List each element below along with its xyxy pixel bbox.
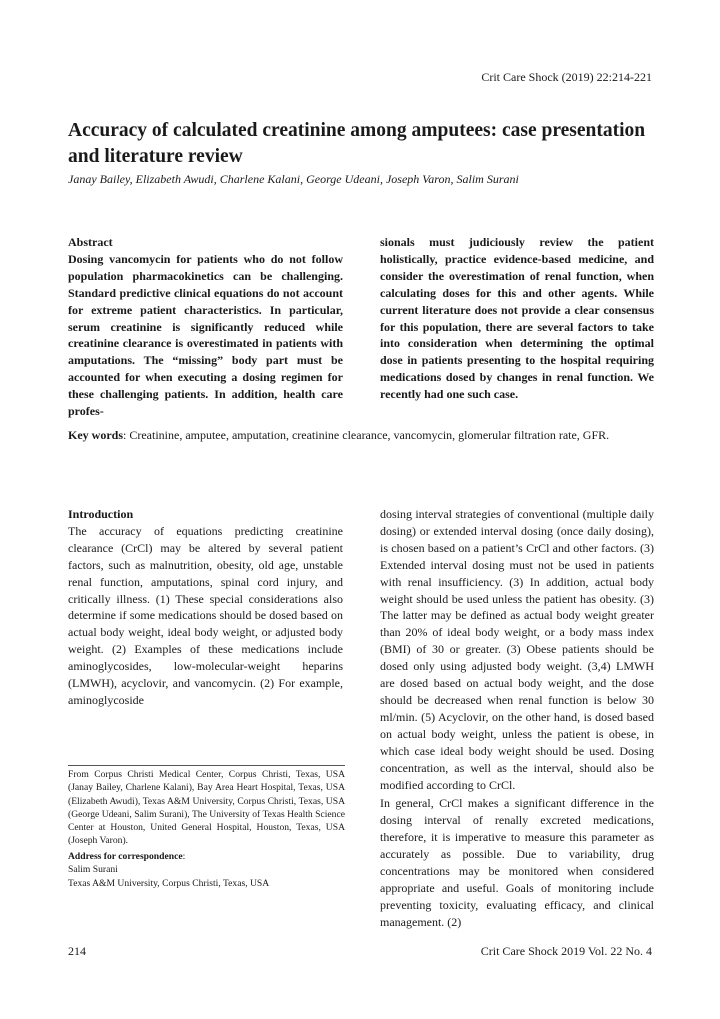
abstract-text-left: Dosing vancomycin for patients who do not follow population pharmacokinetics can be challenging. Standard predictive clinical equations do not account for extreme patient characteristics. In particular, serum creatinine is significantly reduced while creatinine clearance is overestimated in patients with amputations. The “missing” body part must be accounted for when executing a dosing regimen for these challenging patients. In addition, health care profes- (68, 251, 343, 419)
abstract-left-column (68, 234, 343, 420)
abstract-text-right: sionals must judiciously review the patient holistically, practice evidence-based medicine, and consider the overestimation of renal function, when calculating doses for this and other agents. While current literature does not provide a clear consensus for this population, there are several factors to take into consideration when determining the optimal dose in patients presenting to the hospital requiring medications dosed by changes in renal function. We recently had one such case. (380, 235, 654, 402)
correspondence-address: Texas A&M University, Corpus Christi, Texas, USA (68, 877, 270, 889)
correspondence-colon: : (182, 851, 186, 862)
introduction-left-column (68, 506, 343, 709)
keywords-text: : Creatinine, amputee, amputation, creatinine clearance, vancomycin, glomerular filtration rate, GFR. (123, 428, 610, 442)
abstract-heading: Abstract (68, 235, 113, 249)
author-list: Janay Bailey, Elizabeth Awudi, Charlene Kalani, George Udeani, Joseph Varon, Salim Surani (68, 172, 519, 186)
correspondence-name: Salim Surani (68, 864, 118, 876)
keywords-line (68, 427, 654, 444)
introduction-text-right-paragraph-2: In general, CrCl makes a significant difference in the dosing interval of renally excreted medications, therefore, it is imperative to measure this parameter as accurately as possible. Due to variability, drug concentrations may be monitored when considered appropriate and useful. Goals of monitoring include preventing toxicity, evaluating efficacy, and clinical management. (2) (380, 796, 654, 929)
affiliations-footnote: From Corpus Christi Medical Center, Corpus Christi, Texas, USA (Janay Bailey, Charlene Kalani), Bay Area Heart Hospital, Texas, USA (Elizabeth Awudi), Texas A&M University, Corpus Christi, Texas, USA (George Udeani, Salim Surani), The University of Texas Health Science Center at Houston, United General Hospital, Houston, Texas, USA (Joseph Varon). (68, 769, 345, 847)
running-header: Crit Care Shock (2019) 22:214-221 (481, 70, 652, 84)
keywords-label: Key words (68, 428, 123, 442)
correspondence-footnote (68, 850, 345, 890)
abstract-right-column (380, 234, 654, 403)
introduction-right-column (380, 506, 654, 931)
introduction-heading: Introduction (68, 507, 134, 521)
introduction-text-left: The accuracy of equations predicting creatinine clearance (CrCl) may be altered by several patient factors, such as malnutrition, obesity, old age, unstable renal function, amputations, spinal cord injury, and critically illness. (1) These special considerations also determine if some medications should be dosed based on actual body weight, ideal body weight, or adjusted body weight. (2) Examples of these medications include aminoglycosides, low-molecular-weight heparins (LMWH), acyclovir, and vancomycin. (2) For example, aminoglycoside (68, 523, 343, 707)
page-number: 214 (68, 944, 86, 958)
journal-footer: Crit Care Shock 2019 Vol. 22 No. 4 (480, 944, 652, 958)
article-title: Accuracy of calculated creatinine among amputees: case presentation and literature review (68, 120, 646, 167)
correspondence-label: Address for correspondence (68, 851, 183, 862)
footnote-divider (68, 765, 345, 766)
introduction-text-right-paragraph-1: dosing interval strategies of conventional (multiple daily dosing) or extended interval dosing (once daily dosing), is chosen based on a patient’s CrCl and other factors. (3) Extended interval dosing must not be used in patients with renal insufficiency. (3) In addition, actual body weight should be used unless the patient has obesity. (3) The latter may be defined as actual body weight greater than 20% of ideal body weight, or a body mass index (BMI) of 30 or greater. (3) Obese patients should be dosed only using adjusted body weight. (3,4) LMWH are dosed based on actual body weight, and the dose should be decreased when renal function is below 30 ml/min. (5) Acyclovir, on the other hand, is dosed based on actual body weight, unless the patient is obese, in which case ideal body weight should be used. Dosing concentration, as well as the interval, should also be modified according to CrCl. (380, 507, 654, 792)
